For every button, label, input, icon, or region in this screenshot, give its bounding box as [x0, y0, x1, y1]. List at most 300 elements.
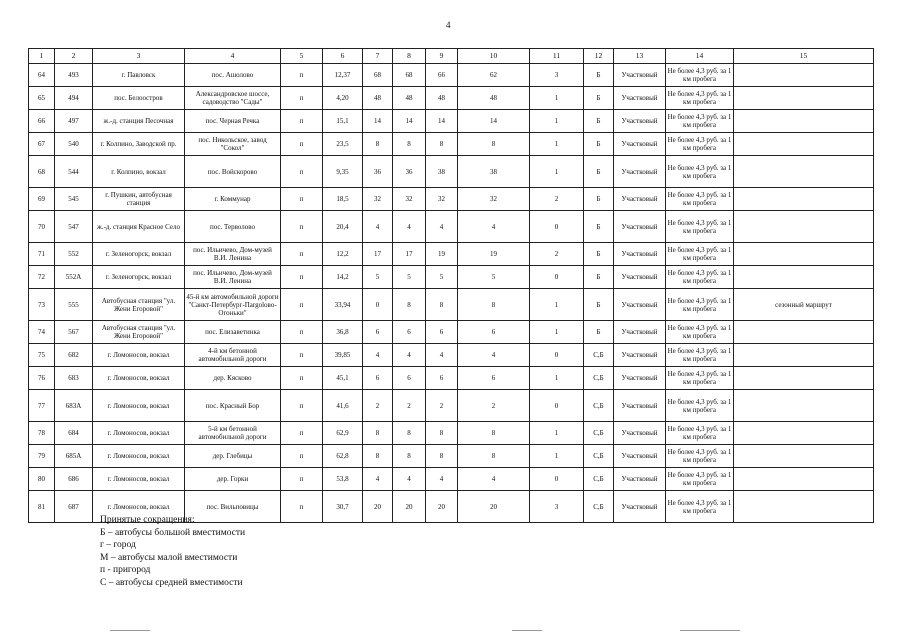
table-row [29, 266, 874, 289]
start-point-cell: г. Колпино, вокзал [93, 156, 185, 188]
notes-cell [734, 211, 874, 243]
table-row [29, 390, 874, 422]
start-point-cell: г. Ломоносов, вокзал [93, 367, 185, 390]
route-length-cell: 36,8 [323, 321, 363, 344]
row-number-cell: 81 [29, 491, 55, 523]
bus-class-cell: Б [584, 321, 614, 344]
vehicles-2-cell: 6 [393, 321, 426, 344]
vehicles-3-cell: 66 [426, 64, 458, 87]
row-number-cell: 76 [29, 367, 55, 390]
row-number-cell: 73 [29, 289, 55, 321]
bus-class-cell: Б [584, 156, 614, 188]
reserve-count-cell: 1 [530, 367, 584, 390]
vehicles-2-cell: 4 [393, 344, 426, 367]
fare-cell: Не более 4,3 руб. за 1 км пробега [666, 445, 734, 468]
route-category-cell: Участковый [614, 266, 666, 289]
vehicles-2-cell: 8 [393, 445, 426, 468]
vehicles-3-cell: 2 [426, 390, 458, 422]
column-header: 7 [363, 49, 393, 64]
vehicles-4-cell: 20 [458, 491, 530, 523]
reserve-count-cell: 1 [530, 422, 584, 445]
route-type-cell: п [281, 110, 323, 133]
vehicles-1-cell: 4 [363, 468, 393, 491]
notes-cell [734, 156, 874, 188]
reserve-count-cell: 3 [530, 491, 584, 523]
column-header: 4 [185, 49, 281, 64]
reserve-count-cell: 0 [530, 344, 584, 367]
start-point-cell: г. Зеленогорск, вокзал [93, 243, 185, 266]
fare-cell: Не более 4,3 руб. за 1 км пробега [666, 64, 734, 87]
vehicles-4-cell: 4 [458, 468, 530, 491]
vehicles-3-cell: 5 [426, 266, 458, 289]
row-number-cell: 80 [29, 468, 55, 491]
route-number-cell: 683А [55, 390, 93, 422]
end-point-cell: 45-й км автомобильной дороги "Санкт-Петербург-Пargolово-Огоньки" [185, 289, 281, 321]
bus-class-cell: Б [584, 211, 614, 243]
reserve-count-cell: 1 [530, 87, 584, 110]
notes-cell [734, 243, 874, 266]
bus-class-cell: С,Б [584, 445, 614, 468]
vehicles-2-cell: 8 [393, 133, 426, 156]
bus-class-cell: С,Б [584, 390, 614, 422]
vehicles-1-cell: 6 [363, 321, 393, 344]
end-point-cell: пос. Вильповицы [185, 491, 281, 523]
legend-item: п - пригород [100, 565, 151, 575]
legend-item: Б – автобусы большой вместимости [100, 527, 246, 538]
vehicles-1-cell: 32 [363, 188, 393, 211]
route-length-cell: 15,1 [323, 110, 363, 133]
end-point-cell: пос. Терволово [185, 211, 281, 243]
route-number-cell: 687 [55, 491, 93, 523]
route-type-cell: п [281, 344, 323, 367]
route-number-cell: 567 [55, 321, 93, 344]
vehicles-3-cell: 19 [426, 243, 458, 266]
route-number-cell: 555 [55, 289, 93, 321]
bus-class-cell: Б [584, 188, 614, 211]
end-point-cell: г. Коммунар [185, 188, 281, 211]
vehicles-4-cell: 38 [458, 156, 530, 188]
table-body [29, 64, 874, 523]
reserve-count-cell: 2 [530, 188, 584, 211]
start-point-cell: г. Ломоносов, вокзал [93, 344, 185, 367]
vehicles-2-cell: 5 [393, 266, 426, 289]
vehicles-3-cell: 48 [426, 87, 458, 110]
fare-cell: Не более 4,3 руб. за 1 км пробега [666, 491, 734, 523]
vehicles-4-cell: 62 [458, 64, 530, 87]
vehicles-1-cell: 8 [363, 133, 393, 156]
column-header: 13 [614, 49, 666, 64]
vehicles-2-cell: 14 [393, 110, 426, 133]
route-length-cell: 53,8 [323, 468, 363, 491]
vehicles-1-cell: 4 [363, 211, 393, 243]
vehicles-1-cell: 2 [363, 390, 393, 422]
route-category-cell: Участковый [614, 289, 666, 321]
end-point-cell: пос. Войскорово [185, 156, 281, 188]
route-type-cell: п [281, 243, 323, 266]
bus-class-cell: С,Б [584, 422, 614, 445]
start-point-cell: г. Ломоносов, вокзал [93, 491, 185, 523]
notes-cell [734, 188, 874, 211]
route-type-cell: п [281, 188, 323, 211]
table-row [29, 64, 874, 87]
vehicles-1-cell: 6 [363, 367, 393, 390]
table-row [29, 468, 874, 491]
bus-class-cell: Б [584, 87, 614, 110]
column-header: 2 [55, 49, 93, 64]
route-type-cell: п [281, 491, 323, 523]
end-point-cell: Александровское шоссе, садоводство "Сады" [185, 87, 281, 110]
route-type-cell: п [281, 211, 323, 243]
vehicles-4-cell: 19 [458, 243, 530, 266]
reserve-count-cell: 1 [530, 289, 584, 321]
column-header: 5 [281, 49, 323, 64]
route-length-cell: 12,37 [323, 64, 363, 87]
footer-rule [512, 630, 542, 631]
vehicles-4-cell: 4 [458, 344, 530, 367]
abbreviations-legend [100, 514, 245, 589]
table-row [29, 289, 874, 321]
row-number-cell: 65 [29, 87, 55, 110]
route-type-cell: п [281, 321, 323, 344]
row-number-cell: 67 [29, 133, 55, 156]
route-category-cell: Участковый [614, 344, 666, 367]
column-header: 6 [323, 49, 363, 64]
vehicles-4-cell: 6 [458, 367, 530, 390]
route-number-cell: 686 [55, 468, 93, 491]
notes-cell [734, 87, 874, 110]
route-number-cell: 540 [55, 133, 93, 156]
vehicles-1-cell: 0 [363, 289, 393, 321]
route-length-cell: 30,7 [323, 491, 363, 523]
row-number-cell: 68 [29, 156, 55, 188]
vehicles-3-cell: 8 [426, 133, 458, 156]
row-number-cell: 78 [29, 422, 55, 445]
route-number-cell: 685А [55, 445, 93, 468]
column-header: 3 [93, 49, 185, 64]
row-number-cell: 70 [29, 211, 55, 243]
vehicles-1-cell: 20 [363, 491, 393, 523]
end-point-cell: 4-й км бетонной автомобильной дороги [185, 344, 281, 367]
page-number: 4 [446, 20, 451, 30]
vehicles-3-cell: 20 [426, 491, 458, 523]
fare-cell: Не более 4,3 руб. за 1 км пробега [666, 211, 734, 243]
route-category-cell: Участковый [614, 87, 666, 110]
route-length-cell: 23,5 [323, 133, 363, 156]
fare-cell: Не более 4,3 руб. за 1 км пробега [666, 133, 734, 156]
vehicles-4-cell: 8 [458, 133, 530, 156]
route-type-cell: п [281, 64, 323, 87]
start-point-cell: г. Колпино, Заводской пр. [93, 133, 185, 156]
notes-cell [734, 468, 874, 491]
column-header: 11 [530, 49, 584, 64]
vehicles-1-cell: 36 [363, 156, 393, 188]
table-row [29, 422, 874, 445]
start-point-cell: Автобусная станция "ул. Жени Егоровой" [93, 289, 185, 321]
route-length-cell: 45,1 [323, 367, 363, 390]
row-number-cell: 74 [29, 321, 55, 344]
table-row [29, 133, 874, 156]
route-number-cell: 682 [55, 344, 93, 367]
table-row [29, 243, 874, 266]
column-header: 15 [734, 49, 874, 64]
end-point-cell: пос. Елизаветинка [185, 321, 281, 344]
start-point-cell: пос. Белоостров [93, 87, 185, 110]
bus-class-cell: Б [584, 133, 614, 156]
route-length-cell: 33,94 [323, 289, 363, 321]
route-type-cell: п [281, 289, 323, 321]
reserve-count-cell: 1 [530, 110, 584, 133]
route-type-cell: п [281, 422, 323, 445]
vehicles-1-cell: 8 [363, 445, 393, 468]
routes-table [28, 48, 874, 523]
notes-cell [734, 64, 874, 87]
column-header: 12 [584, 49, 614, 64]
route-number-cell: 544 [55, 156, 93, 188]
route-number-cell: 497 [55, 110, 93, 133]
end-point-cell: 5-й км бетонной автомобильной дороги [185, 422, 281, 445]
vehicles-3-cell: 8 [426, 445, 458, 468]
end-point-cell: пос. Ашолово [185, 64, 281, 87]
fare-cell: Не более 4,3 руб. за 1 км пробега [666, 266, 734, 289]
notes-cell [734, 367, 874, 390]
route-category-cell: Участковый [614, 110, 666, 133]
end-point-cell: пос. Черная Речка [185, 110, 281, 133]
route-category-cell: Участковый [614, 156, 666, 188]
route-length-cell: 9,35 [323, 156, 363, 188]
start-point-cell: ж.-д. станция Красное Село [93, 211, 185, 243]
vehicles-3-cell: 6 [426, 367, 458, 390]
reserve-count-cell: 1 [530, 445, 584, 468]
table-row [29, 344, 874, 367]
fare-cell: Не более 4,3 руб. за 1 км пробега [666, 344, 734, 367]
fare-cell: Не более 4,3 руб. за 1 км пробега [666, 156, 734, 188]
route-number-cell: 683 [55, 367, 93, 390]
start-point-cell: г. Павловск [93, 64, 185, 87]
row-number-cell: 69 [29, 188, 55, 211]
start-point-cell: г. Ломоносов, вокзал [93, 468, 185, 491]
reserve-count-cell: 2 [530, 243, 584, 266]
notes-cell [734, 422, 874, 445]
vehicles-1-cell: 5 [363, 266, 393, 289]
notes-cell [734, 445, 874, 468]
legend-item: С – автобусы средней вместимости [100, 577, 243, 588]
route-type-cell: п [281, 445, 323, 468]
start-point-cell: Автобусная станция "ул. Жени Егоровой" [93, 321, 185, 344]
vehicles-4-cell: 6 [458, 321, 530, 344]
route-category-cell: Участковый [614, 133, 666, 156]
table-row [29, 188, 874, 211]
notes-cell [734, 110, 874, 133]
vehicles-4-cell: 32 [458, 188, 530, 211]
start-point-cell: г. Ломоносов, вокзал [93, 422, 185, 445]
route-category-cell: Участковый [614, 468, 666, 491]
bus-class-cell: С,Б [584, 344, 614, 367]
end-point-cell: пос. Ильичево, Дом-музей В.И. Ленина [185, 243, 281, 266]
row-number-cell: 66 [29, 110, 55, 133]
route-number-cell: 552А [55, 266, 93, 289]
vehicles-3-cell: 8 [426, 422, 458, 445]
table-row [29, 321, 874, 344]
route-category-cell: Участковый [614, 422, 666, 445]
bus-class-cell: С,Б [584, 491, 614, 523]
route-type-cell: п [281, 156, 323, 188]
route-type-cell: п [281, 468, 323, 491]
notes-cell [734, 266, 874, 289]
vehicles-4-cell: 8 [458, 289, 530, 321]
route-number-cell: 493 [55, 64, 93, 87]
vehicles-3-cell: 4 [426, 211, 458, 243]
vehicles-1-cell: 48 [363, 87, 393, 110]
vehicles-2-cell: 48 [393, 87, 426, 110]
bus-class-cell: С,Б [584, 367, 614, 390]
row-number-cell: 77 [29, 390, 55, 422]
fare-cell: Не более 4,3 руб. за 1 км пробега [666, 87, 734, 110]
route-category-cell: Участковый [614, 390, 666, 422]
vehicles-2-cell: 68 [393, 64, 426, 87]
fare-cell: Не более 4,3 руб. за 1 км пробега [666, 468, 734, 491]
vehicles-3-cell: 38 [426, 156, 458, 188]
vehicles-2-cell: 6 [393, 367, 426, 390]
route-type-cell: п [281, 87, 323, 110]
end-point-cell: дер. Горки [185, 468, 281, 491]
bus-class-cell: Б [584, 243, 614, 266]
fare-cell: Не более 4,3 руб. за 1 км пробега [666, 188, 734, 211]
bus-class-cell: Б [584, 266, 614, 289]
end-point-cell: пос. Красный Бор [185, 390, 281, 422]
route-number-cell: 547 [55, 211, 93, 243]
start-point-cell: г. Ломоносов, вокзал [93, 445, 185, 468]
column-header: 10 [458, 49, 530, 64]
end-point-cell: пос. Ильичево, Дом-музей В.И. Ленина [185, 266, 281, 289]
start-point-cell: г. Ломоносов, вокзал [93, 390, 185, 422]
vehicles-3-cell: 6 [426, 321, 458, 344]
notes-cell [734, 133, 874, 156]
bus-class-cell: С,Б [584, 468, 614, 491]
route-length-cell: 12,2 [323, 243, 363, 266]
route-category-cell: Участковый [614, 445, 666, 468]
start-point-cell: ж.-д. станция Песочная [93, 110, 185, 133]
route-type-cell: п [281, 367, 323, 390]
vehicles-1-cell: 17 [363, 243, 393, 266]
end-point-cell: дер. Кясково [185, 367, 281, 390]
notes-cell [734, 344, 874, 367]
vehicles-2-cell: 17 [393, 243, 426, 266]
route-length-cell: 41,6 [323, 390, 363, 422]
table-row [29, 211, 874, 243]
route-length-cell: 18,5 [323, 188, 363, 211]
route-number-cell: 545 [55, 188, 93, 211]
vehicles-2-cell: 4 [393, 468, 426, 491]
legend-title: Принятые сокращения: [100, 515, 195, 525]
vehicles-4-cell: 2 [458, 390, 530, 422]
bus-class-cell: Б [584, 289, 614, 321]
notes-cell [734, 491, 874, 523]
reserve-count-cell: 0 [530, 390, 584, 422]
start-point-cell: г. Зеленогорск, вокзал [93, 266, 185, 289]
table-row [29, 87, 874, 110]
route-category-cell: Участковый [614, 321, 666, 344]
route-length-cell: 39,85 [323, 344, 363, 367]
column-header: 8 [393, 49, 426, 64]
route-category-cell: Участковый [614, 188, 666, 211]
vehicles-3-cell: 4 [426, 344, 458, 367]
route-number-cell: 552 [55, 243, 93, 266]
fare-cell: Не более 4,3 руб. за 1 км пробега [666, 321, 734, 344]
start-point-cell: г. Пушкин, автобусная станция [93, 188, 185, 211]
vehicles-4-cell: 48 [458, 87, 530, 110]
route-number-cell: 494 [55, 87, 93, 110]
fare-cell: Не более 4,3 руб. за 1 км пробега [666, 243, 734, 266]
route-category-cell: Участковый [614, 367, 666, 390]
vehicles-4-cell: 14 [458, 110, 530, 133]
header-row [29, 49, 874, 64]
vehicles-2-cell: 36 [393, 156, 426, 188]
vehicles-4-cell: 8 [458, 422, 530, 445]
vehicles-1-cell: 4 [363, 344, 393, 367]
vehicles-3-cell: 14 [426, 110, 458, 133]
vehicles-2-cell: 32 [393, 188, 426, 211]
notes-cell [734, 390, 874, 422]
fare-cell: Не более 4,3 руб. за 1 км пробега [666, 367, 734, 390]
end-point-cell: пос. Никольское, завод "Сокол" [185, 133, 281, 156]
route-category-cell: Участковый [614, 243, 666, 266]
vehicles-3-cell: 4 [426, 468, 458, 491]
row-number-cell: 72 [29, 266, 55, 289]
vehicles-4-cell: 8 [458, 445, 530, 468]
bus-class-cell: Б [584, 110, 614, 133]
route-length-cell: 4,20 [323, 87, 363, 110]
route-type-cell: п [281, 133, 323, 156]
fare-cell: Не более 4,3 руб. за 1 км пробега [666, 390, 734, 422]
column-header: 14 [666, 49, 734, 64]
footer-rule [680, 630, 740, 631]
reserve-count-cell: 1 [530, 321, 584, 344]
route-category-cell: Участковый [614, 211, 666, 243]
table-row [29, 110, 874, 133]
bus-class-cell: Б [584, 64, 614, 87]
end-point-cell: дер. Глебицы [185, 445, 281, 468]
route-number-cell: 684 [55, 422, 93, 445]
reserve-count-cell: 3 [530, 64, 584, 87]
vehicles-2-cell: 4 [393, 211, 426, 243]
vehicles-2-cell: 2 [393, 390, 426, 422]
vehicles-4-cell: 5 [458, 266, 530, 289]
route-length-cell: 20,4 [323, 211, 363, 243]
fare-cell: Не более 4,3 руб. за 1 км пробега [666, 422, 734, 445]
legend-item: г – город [100, 540, 136, 550]
vehicles-2-cell: 20 [393, 491, 426, 523]
route-length-cell: 62,9 [323, 422, 363, 445]
fare-cell: Не более 4,3 руб. за 1 км пробега [666, 110, 734, 133]
row-number-cell: 64 [29, 64, 55, 87]
route-type-cell: п [281, 390, 323, 422]
vehicles-2-cell: 8 [393, 422, 426, 445]
footer-rule [110, 630, 150, 631]
row-number-cell: 79 [29, 445, 55, 468]
table-row [29, 156, 874, 188]
notes-cell [734, 321, 874, 344]
reserve-count-cell: 0 [530, 211, 584, 243]
reserve-count-cell: 1 [530, 156, 584, 188]
row-number-cell: 71 [29, 243, 55, 266]
vehicles-4-cell: 4 [458, 211, 530, 243]
table-row [29, 367, 874, 390]
vehicles-3-cell: 8 [426, 289, 458, 321]
vehicles-1-cell: 14 [363, 110, 393, 133]
route-category-cell: Участковый [614, 64, 666, 87]
column-header: 9 [426, 49, 458, 64]
table-row [29, 445, 874, 468]
